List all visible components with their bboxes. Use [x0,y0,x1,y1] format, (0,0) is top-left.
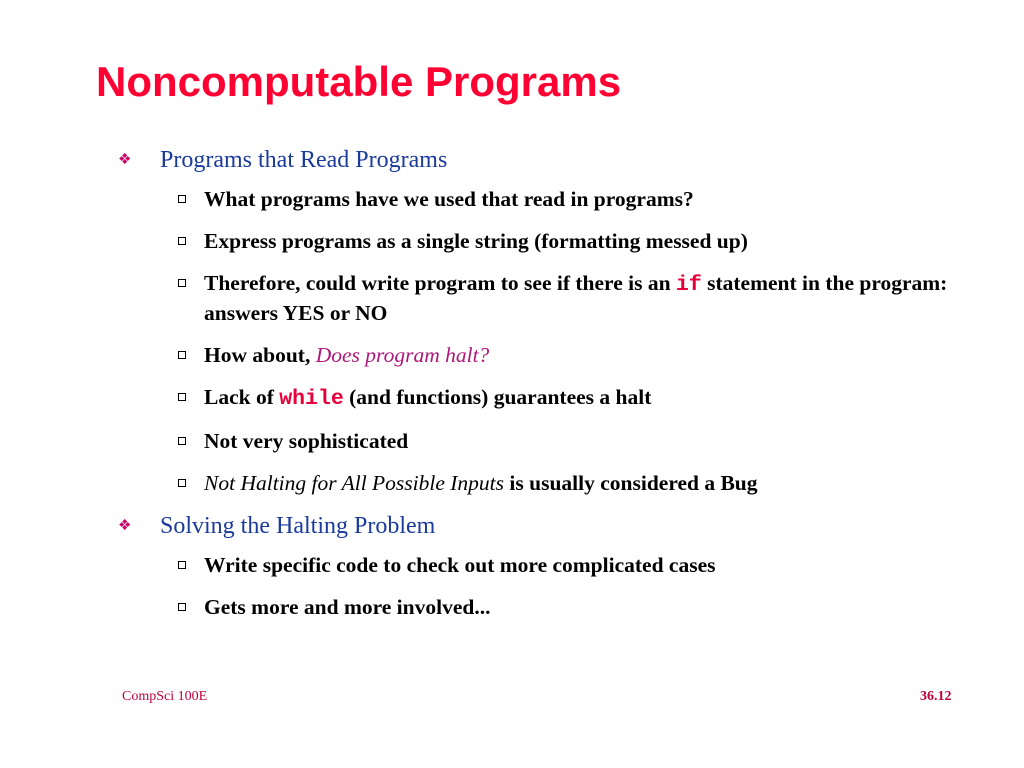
diamond-bullet-icon: ❖ [118,518,132,534]
item-text-post: is usually considered a Bug [504,471,758,495]
item-text: Express programs as a single string (formatting messed up) [204,229,748,253]
hollow-square-bullet-icon [178,237,186,245]
section-programs-that-read-programs [118,145,978,497]
diamond-bullet-icon: ❖ [118,152,132,168]
hollow-square-bullet-icon [178,603,186,611]
code-keyword-if: if [675,273,702,297]
section-heading: Solving the Halting Problem [160,513,436,539]
sub-bullet-list [160,551,978,621]
item-text: Write specific code to check out more complicated cases [204,553,716,577]
list-item [160,593,978,621]
item-text-pre: Lack of [204,385,280,409]
hollow-square-bullet-icon [178,479,186,487]
item-text-post: (and functions) guarantees a halt [343,385,652,409]
sub-bullet-list [160,185,978,497]
emphasis-text: Does program halt? [315,343,490,367]
code-keyword-while: while [279,387,344,411]
footer-course: CompSci 100E [122,689,208,704]
item-text: Gets more and more involved... [204,595,491,619]
item-text: Not very sophisticated [204,429,409,453]
list-item [160,269,978,327]
section-heading: Programs that Read Programs [160,147,448,173]
footer-page-number: 36.12 [920,689,952,704]
list-item [160,185,978,213]
italic-text: Not Halting for All Possible Inputs [204,471,505,495]
item-text-pre: How about, [204,343,316,367]
hollow-square-bullet-icon [178,561,186,569]
item-text-post: statement in the program: answers YES or NO [204,271,948,325]
list-item [160,469,978,497]
item-text: What programs have we used that read in programs? [204,187,694,211]
hollow-square-bullet-icon [178,437,186,445]
slide-title: Noncomputable Programs [96,58,622,105]
hollow-square-bullet-icon [178,195,186,203]
list-item [160,383,978,413]
section-solving-the-halting-problem [118,511,978,621]
list-item [160,551,978,579]
hollow-square-bullet-icon [178,279,186,287]
item-text-pre: Therefore, could write program to see if there is an [204,271,676,295]
hollow-square-bullet-icon [178,351,186,359]
hollow-square-bullet-icon [178,393,186,401]
list-item [160,427,978,455]
list-item [160,341,978,369]
list-item [160,227,978,255]
bullet-list [118,145,978,635]
